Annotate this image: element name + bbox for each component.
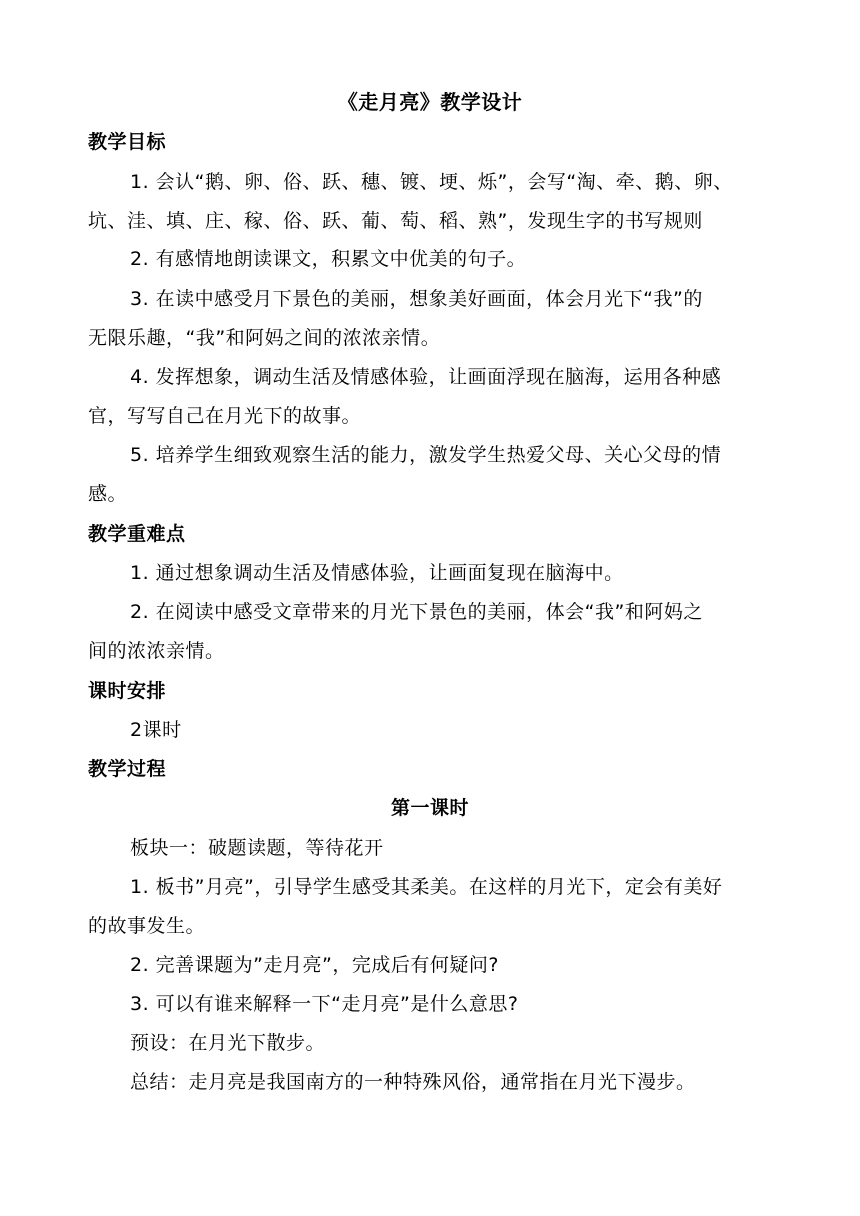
objective-5-line-2: 感。 <box>88 483 128 505</box>
key-point-2-line-1: 2. 在阅读中感受文章带来的月光下景色的美丽，体会“我”和阿妈之 <box>130 601 703 623</box>
key-point-2-line-2: 间的浓浓亲情。 <box>88 640 225 662</box>
objective-5-line-1: 5. 培养学生细致观察生活的能力，激发学生热爱父母、关心父母的情 <box>130 444 722 466</box>
objective-4-line-2: 官，写写自己在月光下的故事。 <box>88 405 362 427</box>
document-title: 《走月亮》教学设计 <box>337 90 523 114</box>
objective-4-line-1: 4. 发挥想象，调动生活及情感体验，让画面浮现在脑海，运用各种感 <box>130 366 722 388</box>
step-2: 2. 完善课题为”走月亮”，完成后有何疑问? <box>130 954 499 976</box>
preset-answer: 预设：在月光下散步。 <box>130 1032 326 1054</box>
objective-3-line-2: 无限乐趣，“我”和阿妈之间的浓浓亲情。 <box>88 327 441 349</box>
step-3: 3. 可以有谁来解释一下“走月亮”是什么意思? <box>130 993 519 1015</box>
step-1-line-1: 1. 板书”月亮”，引导学生感受其柔美。在这样的月光下，定会有美好 <box>130 876 723 898</box>
objectives-heading: 教学目标 <box>88 131 167 153</box>
summary-text: 总结：走月亮是我国南方的一种特殊风俗，通常指在月光下漫步。 <box>130 1071 696 1093</box>
objective-1-line-2: 坑、洼、填、庄、稼、俗、跃、葡、萄、稻、熟”，发现生字的书写规则 <box>88 210 703 232</box>
schedule-value: 2课时 <box>130 719 182 741</box>
key-point-1: 1. 通过想象调动生活及情感体验，让画面复现在脑海中。 <box>130 562 624 584</box>
objective-1-line-1: 1. 会认“鹅、卵、俗、跃、穗、镀、埂、烁”，会写“淘、牵、鹅、卵、 <box>130 171 733 193</box>
key-points-heading: 教学重难点 <box>88 523 186 545</box>
process-heading: 教学过程 <box>88 758 167 780</box>
objective-3-line-1: 3. 在读中感受月下景色的美丽，想象美好画面，体会月光下“我”的 <box>130 288 703 310</box>
step-1-line-2: 的故事发生。 <box>88 915 206 937</box>
objective-2: 2. 有感情地朗读课文，积累文中优美的句子。 <box>130 248 527 270</box>
schedule-heading: 课时安排 <box>88 680 167 702</box>
lesson-title: 第一课时 <box>390 797 469 819</box>
block-1-title: 板块一：破题读题，等待花开 <box>130 837 384 859</box>
